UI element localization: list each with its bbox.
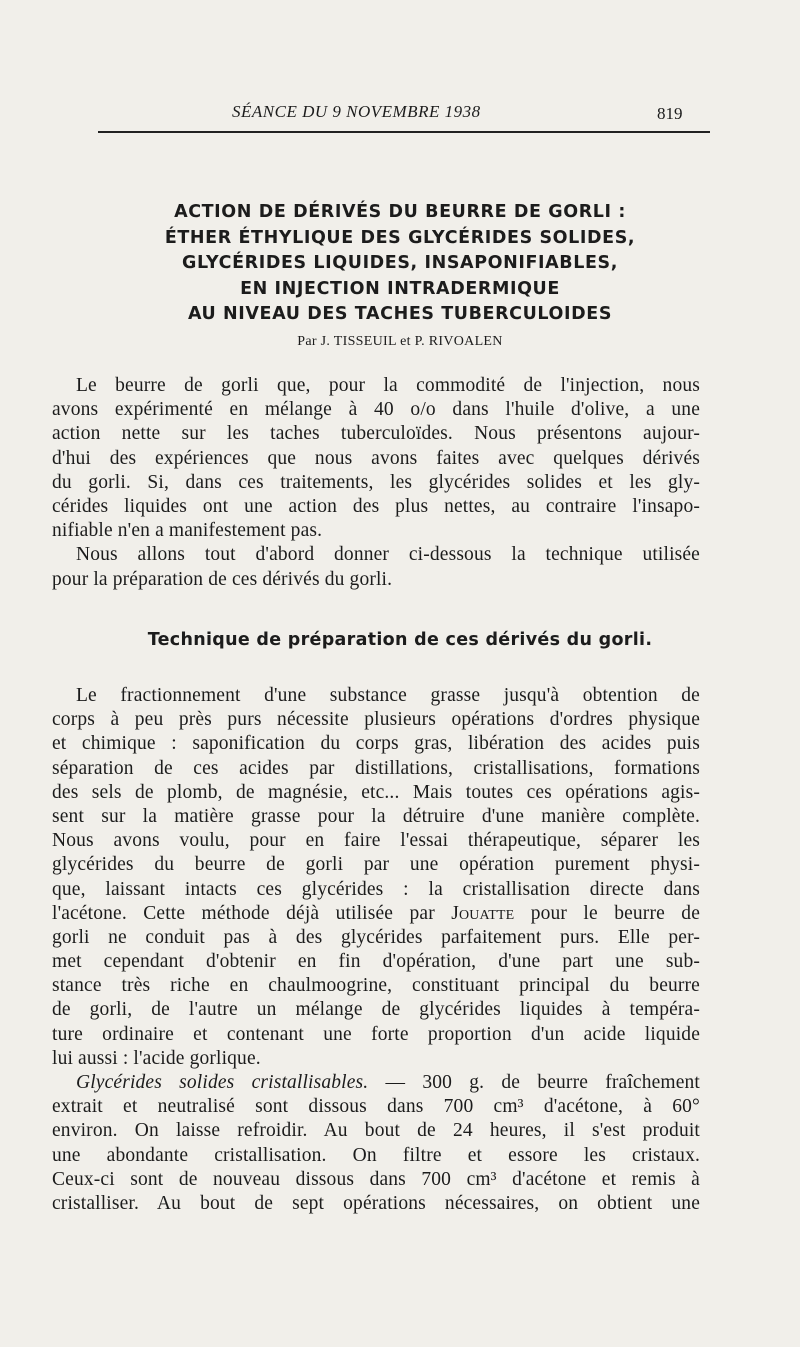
running-title: SÉANCE DU 9 NOVEMBRE 1938 bbox=[232, 102, 481, 121]
page-number: 819 bbox=[657, 104, 683, 123]
text-line: met cependant d'obtenir en fin d'opération, d'une part une sub- bbox=[52, 951, 700, 973]
title-line: GLYCÉRIDES LIQUIDES, INSAPONIFIABLES, bbox=[182, 253, 618, 273]
line-text: l'acétone. Cette méthode déjà utilisée par bbox=[52, 902, 435, 924]
text-line: sent sur la matière grasse pour la détruire d'une manière complète. bbox=[52, 805, 700, 827]
text-line: corps à peu près purs nécessite plusieurs opérations d'ordres physique bbox=[52, 709, 700, 731]
text-line: de gorli, de l'autre un mélange de glycérides liquides à tempéra- bbox=[52, 999, 700, 1021]
text-line: gorli ne conduit pas à des glycérides parfaitement purs. Elle per- bbox=[52, 926, 700, 948]
line-text: — 300 g. de beurre fraîchement bbox=[368, 1072, 700, 1093]
text-line: nifiable n'en a manifestement pas. bbox=[52, 520, 323, 542]
title-line: ACTION DE DÉRIVÉS DU BEURRE DE GORLI : bbox=[174, 202, 626, 222]
text-line: lui aussi : l'acide gorlique. bbox=[52, 1047, 261, 1069]
text-line: d'hui des expériences que nous avons faites avec quelques dérivés bbox=[52, 447, 700, 469]
text-line: glycérides du beurre de gorli par une opération purement physi- bbox=[52, 854, 700, 876]
title-line: AU NIVEAU DES TACHES TUBERCULOIDES bbox=[187, 304, 613, 324]
text-line: cristalliser. Au bout de sept opérations nécessaires, on obtient une bbox=[52, 1192, 700, 1214]
text-line: extrait et neutralisé sont dissous dans 700 cm³ d'acétone, à 60° bbox=[52, 1096, 700, 1118]
text-line: Le fractionnement d'une substance grasse jusqu'à obtention de bbox=[76, 685, 700, 706]
text-line: pour la préparation de ces dérivés du gorli. bbox=[52, 568, 393, 590]
text-line: avons expérimenté en mélange à 40 o/o dans l'huile d'olive, a une bbox=[52, 399, 700, 421]
text-line: Nous allons tout d'abord donner ci-dessous la technique utilisée bbox=[76, 544, 700, 566]
running-header bbox=[0, 100, 800, 130]
author-name-jouatte: Jouatte bbox=[451, 902, 515, 924]
text-line: des sels de plomb, de magnésie, etc... Mais toutes ces opérations agis- bbox=[52, 781, 700, 803]
text-line: que, laissant intacts ces glycérides : la cristallisation directe dans bbox=[52, 878, 700, 900]
text-line bbox=[52, 902, 700, 926]
text-line: une abondante cristallisation. On filtre et essore les cristaux. bbox=[52, 1144, 700, 1166]
text-line: environ. On laisse refroidir. Au bout de 24 heures, il s'est produit bbox=[52, 1120, 700, 1142]
text-line: Nous avons voulu, pour en faire l'essai thérapeutique, séparer les bbox=[52, 830, 700, 852]
text-line: ture ordinaire et contenant une forte proportion d'un acide liquide bbox=[52, 1023, 700, 1045]
intro-paragraph bbox=[52, 374, 700, 592]
text-line: et chimique : saponification du corps gras, libération des acides puis bbox=[52, 733, 700, 755]
subsection-heading: Glycérides solides cristallisables. bbox=[76, 1072, 369, 1093]
text-line: cérides liquides ont une action des plus nettes, au contraire l'insapo- bbox=[52, 495, 700, 517]
text-line: du gorli. Si, dans ces traitements, les glycérides solides et les gly- bbox=[52, 471, 700, 493]
text-line: séparation de ces acides par distillations, cristallisations, formations bbox=[52, 757, 700, 779]
title-line: EN INJECTION INTRADERMIQUE bbox=[240, 278, 560, 299]
authors-byline: Par J. TISSEUIL et P. RIVOALEN bbox=[297, 334, 503, 349]
text-line: Ceux-ci sont de nouveau dissous dans 700 cm³ d'acétone et remis à bbox=[52, 1168, 700, 1190]
header-rule bbox=[98, 131, 710, 133]
text-line: stance très riche en chaulmoogrine, constituant principal du beurre bbox=[52, 975, 700, 997]
text-line bbox=[52, 1071, 700, 1095]
technique-paragraph bbox=[52, 684, 700, 1216]
line-text: pour le beurre de bbox=[514, 902, 700, 924]
text-line: action nette sur les taches tuberculoïdes. Nous présentons aujour- bbox=[52, 423, 700, 445]
text-line: Le beurre de gorli que, pour la commodité de l'injection, nous bbox=[76, 375, 700, 396]
title-line: ÉTHER ÉTHYLIQUE DES GLYCÉRIDES SOLIDES, bbox=[164, 227, 636, 248]
section-heading: Technique de préparation de ces dérivés du gorli. bbox=[147, 630, 653, 650]
article-title bbox=[60, 200, 740, 328]
